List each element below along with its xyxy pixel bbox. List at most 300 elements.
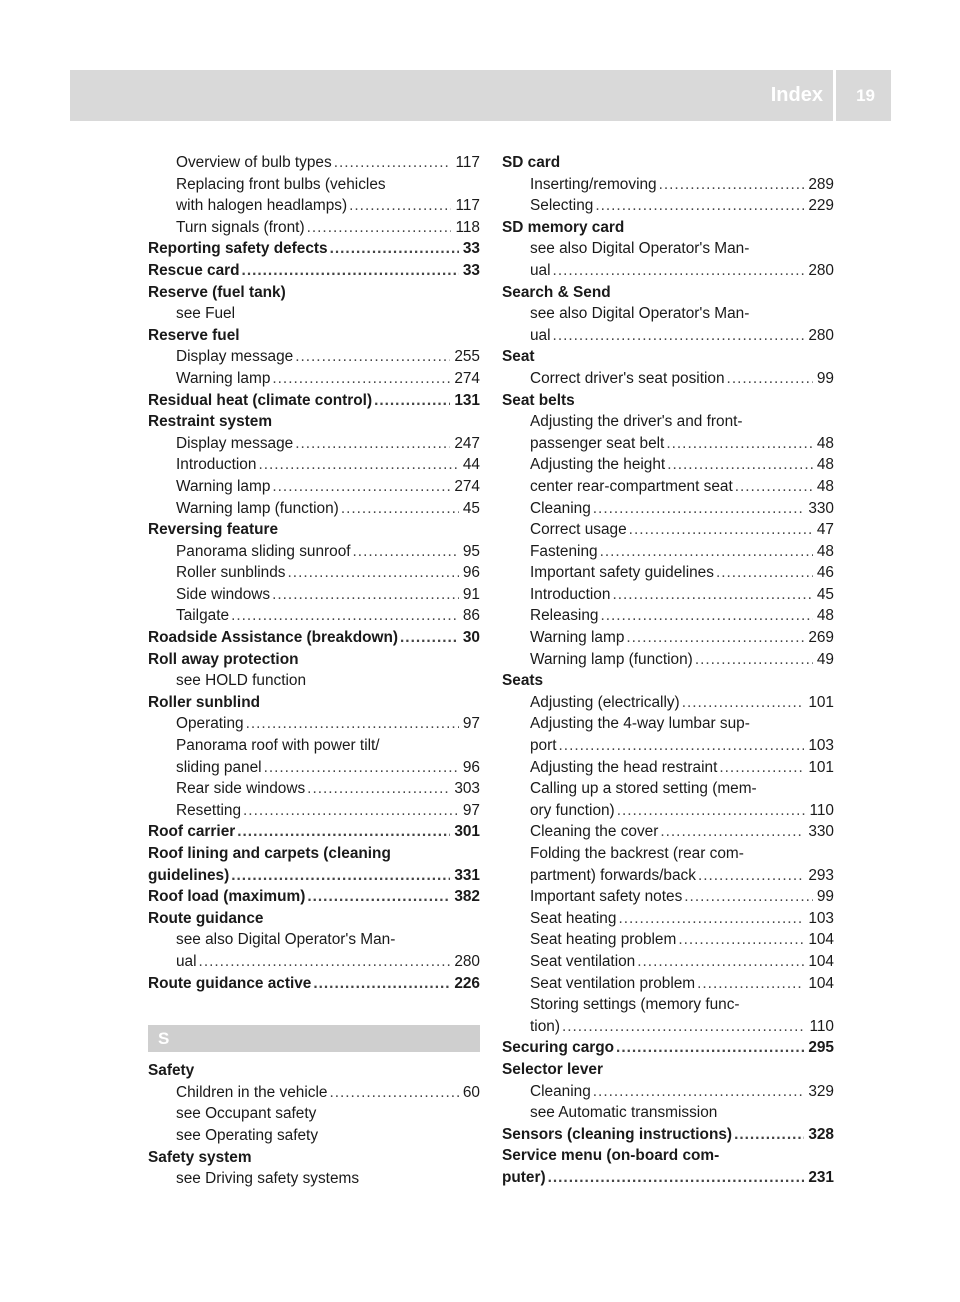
entry-text: see Occupant safety bbox=[176, 1105, 317, 1123]
page-reference[interactable]: 49 bbox=[816, 650, 834, 668]
index-heading bbox=[502, 1059, 834, 1081]
index-subentry[interactable] bbox=[502, 735, 834, 757]
index-subentry[interactable] bbox=[502, 800, 834, 822]
page-reference[interactable]: 104 bbox=[808, 974, 834, 992]
index-subentry[interactable] bbox=[502, 865, 834, 887]
dot-leader bbox=[618, 908, 804, 930]
dot-leader bbox=[258, 454, 458, 476]
index-heading bbox=[148, 649, 480, 671]
entry-text: Roadside Assistance (breakdown) bbox=[148, 629, 399, 647]
entry-text: Resetting bbox=[176, 801, 242, 819]
page-reference[interactable]: 101 bbox=[808, 693, 834, 711]
index-subentry bbox=[502, 238, 834, 260]
page-reference[interactable]: 48 bbox=[816, 607, 834, 625]
index-subentry[interactable] bbox=[148, 584, 480, 606]
page-reference[interactable]: 91 bbox=[462, 585, 480, 603]
dot-leader bbox=[329, 1082, 458, 1104]
index-heading bbox=[502, 670, 834, 692]
entry-text: with halogen headlamps) bbox=[176, 197, 348, 215]
dot-leader bbox=[295, 433, 450, 455]
index-heading[interactable] bbox=[502, 1037, 834, 1059]
dot-leader bbox=[716, 562, 813, 584]
entry-text: Warning lamp (function) bbox=[176, 499, 339, 517]
page-reference[interactable]: 45 bbox=[816, 585, 834, 603]
page-reference[interactable]: 30 bbox=[462, 629, 480, 647]
dot-leader bbox=[719, 757, 804, 779]
entry-text: Panorama sliding sunroof bbox=[176, 542, 351, 560]
dot-leader bbox=[295, 346, 450, 368]
page-reference[interactable]: 255 bbox=[454, 348, 480, 366]
page-reference[interactable]: 329 bbox=[808, 1082, 834, 1100]
index-heading bbox=[148, 411, 480, 433]
index-subentry[interactable] bbox=[502, 325, 834, 347]
entry-text: Warning lamp bbox=[530, 629, 625, 647]
page-reference[interactable]: 103 bbox=[808, 737, 834, 755]
entry-text: Cleaning the cover bbox=[530, 823, 659, 841]
entry-text: Cleaning bbox=[530, 499, 591, 517]
entry-text: see also Digital Operator's Man- bbox=[530, 240, 750, 258]
page-reference[interactable]: 48 bbox=[816, 477, 834, 495]
dot-leader bbox=[199, 951, 451, 973]
entry-text: Safety bbox=[148, 1062, 195, 1080]
index-subentry bbox=[502, 843, 834, 865]
index-subentry[interactable] bbox=[502, 692, 834, 714]
entry-text: Releasing bbox=[530, 607, 599, 625]
entry-text: Seat bbox=[502, 348, 535, 366]
entry-text: Seat ventilation bbox=[530, 952, 636, 970]
index-heading[interactable] bbox=[148, 627, 480, 649]
page-reference[interactable]: 97 bbox=[462, 715, 480, 733]
index-subentry[interactable] bbox=[502, 1081, 834, 1103]
entry-text: Rear side windows bbox=[176, 780, 306, 798]
index-subentry[interactable] bbox=[148, 562, 480, 584]
page-reference[interactable]: 231 bbox=[808, 1168, 834, 1186]
entry-text: passenger seat belt bbox=[530, 434, 665, 452]
entry-text: Correct usage bbox=[530, 521, 627, 539]
section-title: Index bbox=[770, 84, 823, 106]
entry-text: Seat heating bbox=[530, 909, 617, 927]
index-heading bbox=[502, 152, 834, 174]
page-reference[interactable]: 330 bbox=[808, 823, 834, 841]
entry-text: Correct driver's seat position bbox=[530, 369, 725, 387]
dot-leader bbox=[637, 951, 804, 973]
dot-leader bbox=[684, 886, 813, 908]
index-subentry[interactable] bbox=[502, 476, 834, 498]
entry-text: Reversing feature bbox=[148, 521, 279, 539]
index-subentry[interactable] bbox=[148, 713, 480, 735]
entry-text: Panorama roof with power tilt/ bbox=[176, 737, 380, 755]
entry-text: Side windows bbox=[176, 585, 271, 603]
page-reference[interactable]: 104 bbox=[808, 952, 834, 970]
page-reference[interactable]: 274 bbox=[454, 369, 480, 387]
page-reference[interactable]: 33 bbox=[462, 240, 480, 258]
dot-leader bbox=[626, 627, 804, 649]
index-subentry bbox=[502, 303, 834, 325]
page-reference[interactable]: 331 bbox=[454, 866, 480, 884]
entry-text: Residual heat (climate control) bbox=[148, 391, 373, 409]
dot-leader bbox=[349, 195, 451, 217]
dot-leader bbox=[666, 433, 813, 455]
index-subentry[interactable] bbox=[502, 174, 834, 196]
page-reference[interactable]: 269 bbox=[808, 629, 834, 647]
page-reference[interactable]: 97 bbox=[462, 801, 480, 819]
dot-leader bbox=[659, 174, 805, 196]
index-subentry bbox=[148, 303, 480, 325]
dot-leader bbox=[313, 973, 450, 995]
dot-leader bbox=[242, 260, 459, 282]
dot-leader bbox=[562, 1016, 806, 1038]
page-reference[interactable]: 117 bbox=[455, 197, 480, 215]
index-subentry[interactable] bbox=[502, 519, 834, 541]
page-reference[interactable]: 47 bbox=[816, 521, 834, 539]
dot-leader bbox=[593, 1081, 805, 1103]
entry-text: partment) forwards/back bbox=[530, 866, 696, 884]
entry-text: Seat heating problem bbox=[530, 931, 677, 949]
index-subentry bbox=[148, 735, 480, 757]
index-subentry[interactable] bbox=[148, 1082, 480, 1104]
letter-divider: S bbox=[148, 1025, 480, 1052]
entry-text: Safety system bbox=[148, 1148, 252, 1166]
page-reference[interactable]: 280 bbox=[808, 261, 834, 279]
entry-text: Selecting bbox=[530, 197, 594, 215]
index-subentry[interactable] bbox=[502, 1016, 834, 1038]
index-subentry[interactable] bbox=[502, 541, 834, 563]
page-reference[interactable]: 280 bbox=[808, 326, 834, 344]
dot-leader bbox=[307, 778, 450, 800]
entry-text: Cleaning bbox=[530, 1082, 591, 1100]
entry-text: SD memory card bbox=[502, 218, 625, 236]
dot-leader bbox=[374, 390, 450, 412]
entry-text: puter) bbox=[502, 1168, 546, 1186]
index-heading bbox=[502, 346, 834, 368]
index-subentry[interactable] bbox=[502, 973, 834, 995]
page-reference[interactable]: 46 bbox=[816, 564, 834, 582]
entry-text: Adjusting the 4-way lumbar sup- bbox=[530, 715, 750, 733]
index-heading bbox=[148, 1147, 480, 1169]
index-heading bbox=[148, 325, 480, 347]
entry-text: Roof load (maximum) bbox=[148, 888, 306, 906]
entry-text: Route guidance active bbox=[148, 974, 312, 992]
page-reference[interactable]: 99 bbox=[816, 888, 834, 906]
index-subentry bbox=[502, 994, 834, 1016]
index-subentry[interactable] bbox=[148, 800, 480, 822]
dot-leader bbox=[272, 584, 459, 606]
page-reference[interactable]: 96 bbox=[462, 758, 480, 776]
entry-text: Roller sunblinds bbox=[176, 564, 286, 582]
index-heading bbox=[502, 390, 834, 412]
entry-text: ory function) bbox=[530, 801, 615, 819]
entry-text: Operating bbox=[176, 715, 244, 733]
dot-leader bbox=[682, 692, 805, 714]
dot-leader bbox=[600, 541, 813, 563]
page-reference[interactable]: 328 bbox=[808, 1125, 834, 1143]
page-reference[interactable]: 86 bbox=[462, 607, 480, 625]
dot-leader bbox=[612, 584, 812, 606]
index-heading bbox=[148, 282, 480, 304]
index-subentry bbox=[502, 411, 834, 433]
page-reference[interactable]: 118 bbox=[455, 218, 480, 236]
index-subentry[interactable] bbox=[502, 605, 834, 627]
entry-text: Tailgate bbox=[176, 607, 230, 625]
index-heading[interactable] bbox=[148, 973, 480, 995]
entry-text: Overview of bulb types bbox=[176, 154, 332, 171]
page-reference[interactable]: 99 bbox=[816, 369, 834, 387]
page-header-bar bbox=[70, 70, 891, 121]
dot-leader bbox=[553, 260, 805, 282]
dot-leader bbox=[667, 454, 813, 476]
page-reference[interactable]: 131 bbox=[454, 391, 480, 409]
entry-text: Adjusting the height bbox=[530, 456, 666, 474]
entry-text: Inserting/removing bbox=[530, 175, 657, 193]
page-reference[interactable]: 293 bbox=[808, 866, 834, 884]
dot-leader bbox=[353, 541, 459, 563]
index-subentry[interactable] bbox=[502, 368, 834, 390]
index-subentry[interactable] bbox=[502, 584, 834, 606]
page-reference[interactable]: 60 bbox=[462, 1083, 480, 1101]
page-reference[interactable]: 330 bbox=[808, 499, 834, 517]
entry-text: Roller sunblind bbox=[148, 693, 261, 711]
index-subentry[interactable] bbox=[148, 433, 480, 455]
dot-leader bbox=[334, 152, 452, 174]
entry-text: Roll away protection bbox=[148, 650, 299, 668]
entry-text: Children in the vehicle bbox=[176, 1083, 328, 1101]
dot-leader bbox=[678, 929, 804, 951]
entry-text: see also Digital Operator's Man- bbox=[530, 305, 750, 323]
page-reference[interactable]: 103 bbox=[808, 909, 834, 927]
dot-leader bbox=[307, 217, 452, 239]
entry-text: port bbox=[530, 737, 557, 755]
entry-text: sliding panel bbox=[176, 758, 262, 776]
index-subentry[interactable] bbox=[502, 454, 834, 476]
index-subentry[interactable] bbox=[148, 454, 480, 476]
index-subentry[interactable] bbox=[148, 195, 480, 217]
dot-leader bbox=[660, 821, 804, 843]
entry-text: Warning lamp (function) bbox=[530, 650, 693, 668]
dot-leader bbox=[553, 325, 805, 347]
page-reference[interactable]: 289 bbox=[808, 175, 834, 193]
index-heading bbox=[148, 692, 480, 714]
index-subentry[interactable] bbox=[502, 929, 834, 951]
page-reference[interactable]: 45 bbox=[462, 499, 480, 517]
entry-text: ual bbox=[176, 952, 197, 970]
entry-text: Restraint system bbox=[148, 413, 273, 431]
dot-leader bbox=[600, 605, 812, 627]
page-reference[interactable]: 33 bbox=[462, 261, 480, 279]
index-subentry[interactable] bbox=[502, 260, 834, 282]
page-reference[interactable]: 48 bbox=[816, 434, 834, 452]
dot-leader bbox=[559, 735, 805, 757]
entry-text: Adjusting (electrically) bbox=[530, 693, 680, 711]
dot-leader bbox=[616, 1037, 804, 1059]
index-subentry[interactable] bbox=[502, 195, 834, 217]
entry-text: Introduction bbox=[176, 456, 257, 474]
index-heading[interactable] bbox=[148, 865, 480, 887]
page-reference[interactable]: 104 bbox=[808, 931, 834, 949]
dot-leader bbox=[734, 1124, 804, 1146]
index-heading bbox=[148, 908, 480, 930]
entry-text: Reserve fuel bbox=[148, 326, 240, 344]
index-heading bbox=[502, 1145, 834, 1167]
entry-text: Roof lining and carpets (cleaning bbox=[148, 845, 391, 862]
index-subentry[interactable] bbox=[148, 541, 480, 563]
index-subentry[interactable] bbox=[502, 908, 834, 930]
dot-leader bbox=[727, 368, 813, 390]
page-reference[interactable]: 117 bbox=[455, 154, 480, 171]
entry-text: see Operating safety bbox=[176, 1126, 319, 1144]
entry-text: Seat belts bbox=[502, 391, 575, 409]
index-subentry bbox=[502, 1102, 834, 1124]
index-subentry bbox=[148, 174, 480, 196]
entry-text: SD card bbox=[502, 154, 561, 171]
entry-text: Reserve (fuel tank) bbox=[148, 283, 286, 301]
page-reference[interactable]: 95 bbox=[462, 542, 480, 560]
entry-text: Service menu (on-board com- bbox=[502, 1147, 720, 1165]
page-reference[interactable]: 382 bbox=[454, 888, 480, 906]
index-subentry[interactable] bbox=[502, 562, 834, 584]
entry-text: Route guidance bbox=[148, 909, 264, 927]
index-subentry[interactable] bbox=[148, 757, 480, 779]
entry-text: Sensors (cleaning instructions) bbox=[502, 1125, 733, 1143]
index-subentry[interactable] bbox=[148, 778, 480, 800]
dot-leader bbox=[231, 865, 450, 887]
dot-leader bbox=[698, 865, 804, 887]
entry-text: Seat ventilation problem bbox=[530, 974, 696, 992]
index-heading[interactable] bbox=[502, 1124, 834, 1146]
page-reference[interactable]: 48 bbox=[816, 456, 834, 474]
entry-text: ual bbox=[530, 261, 551, 279]
dot-leader bbox=[237, 821, 450, 843]
entry-text: Calling up a stored setting (mem- bbox=[530, 780, 757, 798]
index-column-left bbox=[148, 152, 480, 1190]
index-subentry[interactable] bbox=[502, 433, 834, 455]
index-subentry[interactable] bbox=[148, 217, 480, 239]
page-reference[interactable]: 280 bbox=[454, 952, 480, 970]
dot-leader bbox=[243, 800, 459, 822]
index-subentry[interactable] bbox=[502, 951, 834, 973]
index-heading bbox=[148, 519, 480, 541]
page-number: 19 bbox=[856, 86, 875, 105]
entry-text: Selector lever bbox=[502, 1060, 603, 1078]
index-heading[interactable] bbox=[148, 821, 480, 843]
page-reference[interactable]: 44 bbox=[462, 456, 480, 474]
entry-text: Display message bbox=[176, 434, 294, 452]
index-subentry[interactable] bbox=[502, 498, 834, 520]
index-subentry bbox=[148, 929, 480, 951]
entry-text: Replacing front bulbs (vehicles bbox=[176, 175, 386, 193]
index-subentry[interactable] bbox=[148, 368, 480, 390]
index-heading[interactable] bbox=[148, 886, 480, 908]
dot-leader bbox=[231, 605, 459, 627]
entry-text: see Fuel bbox=[176, 305, 236, 323]
entry-text: see Automatic transmission bbox=[530, 1104, 718, 1122]
index-subentry[interactable] bbox=[148, 498, 480, 520]
entry-text: Warning lamp bbox=[176, 369, 271, 387]
index-heading bbox=[502, 282, 834, 304]
entry-text: Warning lamp bbox=[176, 477, 271, 495]
page-reference[interactable]: 303 bbox=[454, 780, 480, 798]
page-reference[interactable]: 101 bbox=[808, 758, 834, 776]
entry-text: Folding the backrest (rear com- bbox=[530, 845, 744, 862]
index-subentry[interactable] bbox=[502, 886, 834, 908]
index-column-right bbox=[502, 152, 834, 1189]
index-subentry[interactable] bbox=[148, 476, 480, 498]
page-reference[interactable]: 247 bbox=[454, 434, 480, 452]
index-subentry bbox=[148, 1125, 480, 1147]
dot-leader bbox=[593, 498, 805, 520]
page-reference[interactable]: 110 bbox=[809, 801, 834, 819]
index-heading bbox=[148, 843, 480, 865]
index-heading bbox=[148, 1060, 480, 1082]
dot-leader bbox=[272, 368, 450, 390]
entry-text: Display message bbox=[176, 348, 294, 366]
entry-text: ual bbox=[530, 326, 551, 344]
dot-leader bbox=[629, 519, 813, 541]
dot-leader bbox=[695, 649, 813, 671]
page-reference[interactable]: 229 bbox=[808, 197, 834, 215]
dot-leader bbox=[264, 757, 459, 779]
index-heading[interactable] bbox=[148, 390, 480, 412]
dot-leader bbox=[246, 713, 459, 735]
index-subentry[interactable] bbox=[148, 951, 480, 973]
dot-leader bbox=[548, 1167, 805, 1189]
dot-leader bbox=[400, 627, 459, 649]
entry-text: Search & Send bbox=[502, 283, 611, 301]
entry-text: Reporting safety defects bbox=[148, 240, 328, 258]
entry-text: Turn signals (front) bbox=[176, 218, 305, 236]
index-heading[interactable] bbox=[502, 1167, 834, 1189]
page-reference[interactable]: 274 bbox=[454, 477, 480, 495]
entry-text: Introduction bbox=[530, 585, 611, 603]
index-subentry bbox=[502, 713, 834, 735]
entry-text: Roof carrier bbox=[148, 823, 236, 841]
dot-leader bbox=[288, 562, 459, 584]
page-reference[interactable]: 301 bbox=[454, 823, 480, 841]
index-subentry[interactable] bbox=[502, 757, 834, 779]
index-subentry[interactable] bbox=[148, 605, 480, 627]
entry-text: guidelines) bbox=[148, 866, 230, 884]
page-reference[interactable]: 48 bbox=[816, 542, 834, 560]
index-heading[interactable] bbox=[148, 260, 480, 282]
index-subentry bbox=[148, 1103, 480, 1125]
entry-text: see also Digital Operator's Man- bbox=[176, 931, 396, 949]
entry-text: tion) bbox=[530, 1017, 560, 1035]
index-subentry[interactable] bbox=[148, 152, 480, 174]
entry-text: center rear-compartment seat bbox=[530, 477, 733, 495]
index-subentry[interactable] bbox=[502, 627, 834, 649]
entry-text: Securing cargo bbox=[502, 1039, 615, 1057]
page-reference[interactable]: 110 bbox=[809, 1017, 834, 1035]
entry-text: see Driving safety systems bbox=[176, 1170, 360, 1188]
index-heading bbox=[502, 217, 834, 239]
page-reference[interactable]: 295 bbox=[808, 1039, 834, 1057]
index-subentry[interactable] bbox=[148, 346, 480, 368]
entry-text: Seats bbox=[502, 672, 544, 690]
dot-leader bbox=[307, 886, 450, 908]
index-subentry bbox=[502, 778, 834, 800]
page-reference[interactable]: 96 bbox=[462, 564, 480, 582]
index-subentry[interactable] bbox=[502, 649, 834, 671]
dot-leader bbox=[595, 195, 804, 217]
index-subentry bbox=[148, 1168, 480, 1190]
header-divider bbox=[833, 70, 836, 121]
dot-leader bbox=[697, 973, 804, 995]
page-reference[interactable]: 226 bbox=[454, 974, 480, 992]
entry-text: Adjusting the head restraint bbox=[530, 758, 718, 776]
index-subentry[interactable] bbox=[502, 821, 834, 843]
dot-leader bbox=[341, 498, 459, 520]
entry-text: Important safety notes bbox=[530, 888, 683, 906]
index-heading[interactable] bbox=[148, 238, 480, 260]
